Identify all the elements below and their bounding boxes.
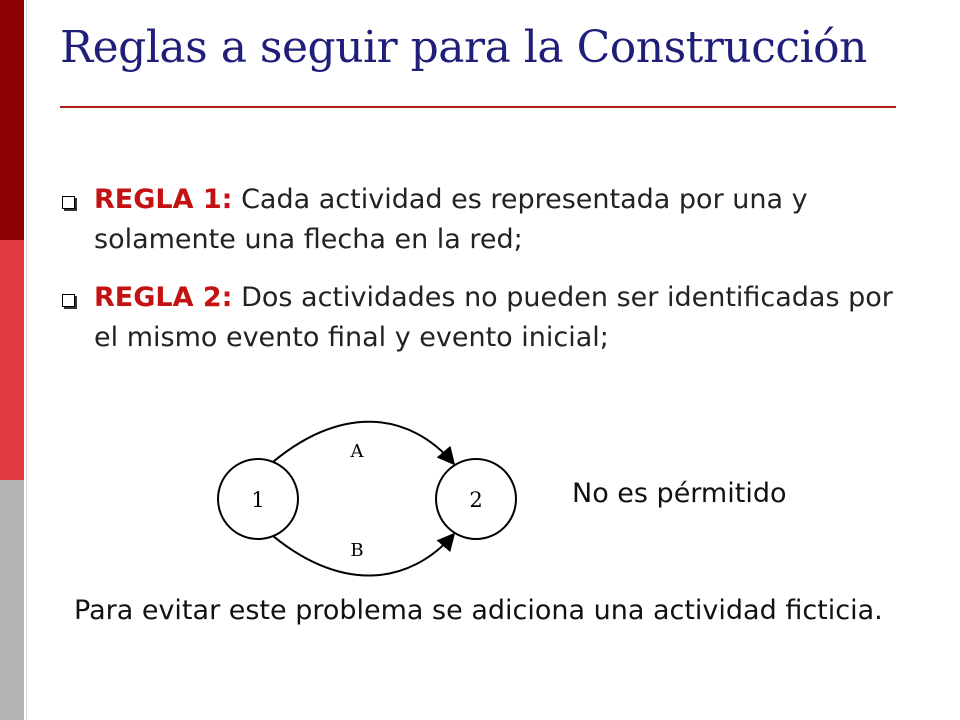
sidebar-gray-segment [0,480,24,720]
rule-item-1 [60,180,900,260]
rule-1-text: Cada actividad es representada por una y solamente una flecha en la red; [94,184,808,255]
sidebar-red-segment [0,240,24,480]
square-bullet-icon [62,294,75,307]
square-bullet-icon [62,196,75,209]
activity-b-label: B [350,540,364,561]
rule-2-label: REGLA 2: [94,282,233,313]
rules-list [60,180,900,376]
sidebar-divider [26,0,27,720]
not-allowed-note: No es pérmitido [572,478,787,509]
node-2-label: 2 [469,488,483,512]
node-1-label: 1 [251,488,265,512]
slide-title: Reglas a seguir para la Construcción [60,22,867,73]
title-underline [60,106,896,108]
rule-1-label: REGLA 1: [94,184,233,215]
fictitious-activity-note: Para evitar este problema se adiciona una actividad ficticia. [74,595,883,626]
rule-2-text: Dos actividades no pueden ser identificadas por el mismo evento final y evento inicial; [94,282,893,353]
network-diagram [200,420,530,580]
sidebar-dark-segment [0,0,24,240]
activity-a-label: A [350,441,364,462]
slide-sidebar [0,0,24,720]
rule-item-2 [60,278,900,358]
